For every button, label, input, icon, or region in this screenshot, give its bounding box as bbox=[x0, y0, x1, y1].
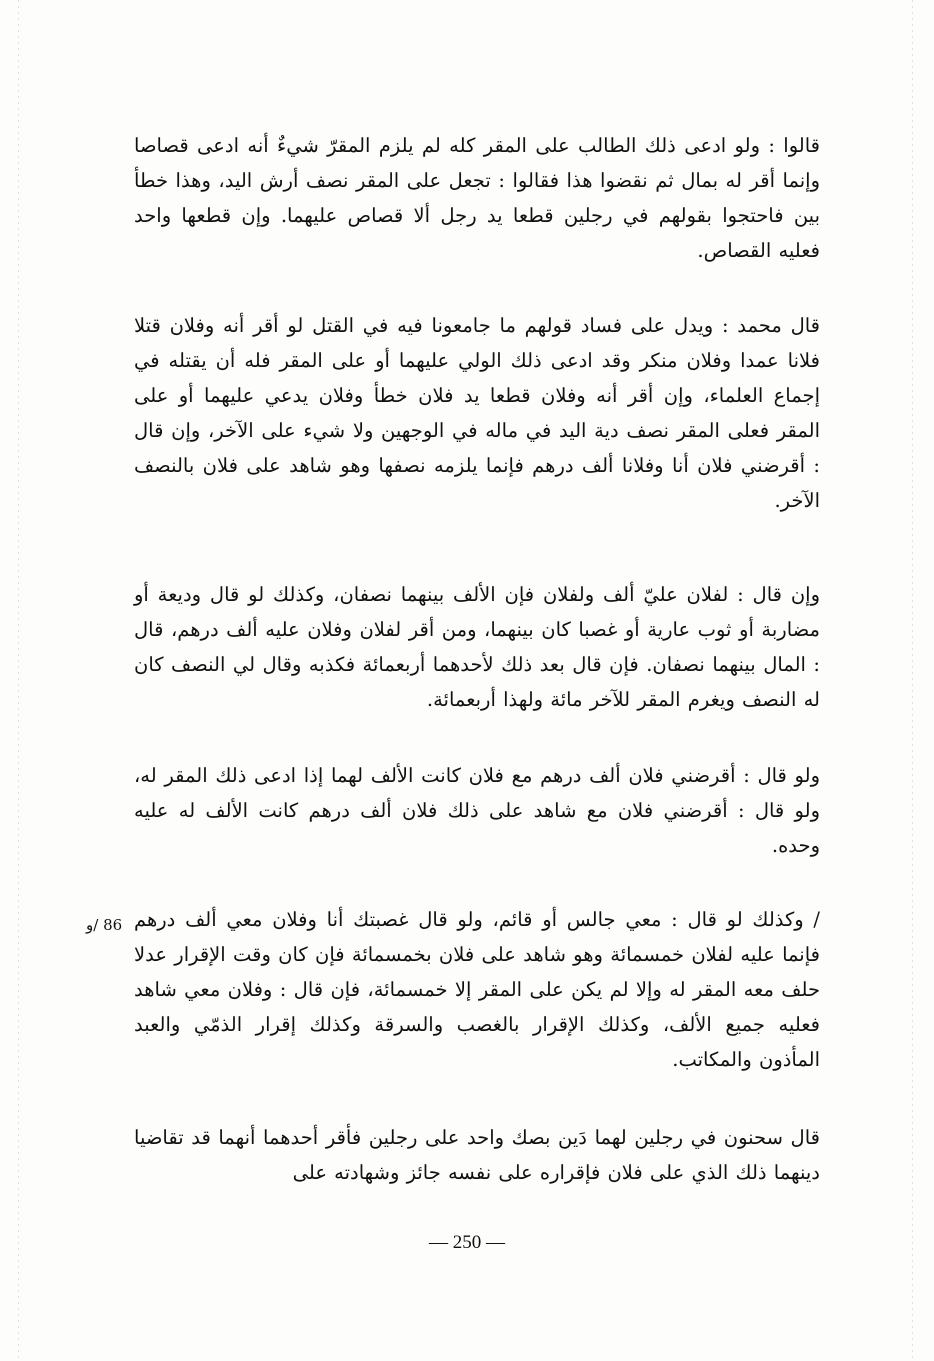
paragraph-text: وإن قال : لفلان عليّ ألف ولفلان فإن الألف بينهما نصفان، وكذلك لو قال وديعة أو مضاربة أو ثوب عارية أو غصبا كان بينهما، ومن أقر لفلان وفلان عليه ألف درهم، قال : المال بينهما نصفان. فإن قال بعد ذلك لأحدهما أربعمائة فكذبه وقال لي النصف كان له النصف ويغرم المقر للآخر مائة ولهذا أربعمائة. bbox=[134, 583, 820, 711]
paragraph-2 bbox=[134, 308, 820, 518]
paragraph-text: قالوا : ولو ادعى ذلك الطالب على المقر كله لم يلزم المقرّ شيءٌ أنه ادعى قصاصا وإنما أقر له بمال ثم نقضوا هذا فقالوا : تجعل على المقر نصف أرش اليد، وهذا خطأ بين فاحتجوا بقولهم في رجلين قطعا يد رجل ألا قصاص عليهما. وإن قطعها واحد فعليه القصاص. bbox=[134, 134, 820, 262]
paragraph-6 bbox=[134, 1120, 820, 1190]
folio-margin-note: 86 /و bbox=[86, 916, 123, 934]
paragraph-text: قال سحنون في رجلين لهما دَين بصك واحد على رجلين فأقر أحدهما أنهما قد تقاضيا دينهما ذلك الذي على فلان فإقراره على نفسه جائز وشهادته على bbox=[134, 1126, 820, 1184]
paragraph-5 bbox=[134, 902, 820, 1077]
page-number: — 250 — bbox=[429, 1232, 505, 1253]
paragraph-text: / وكذلك لو قال : معي جالس أو قائم، ولو قال غصبتك أنا وفلان معي ألف درهم فإنما عليه لفلان خمسمائة وهو شاهد على فلان بخمسمائة فإن كان وقت الإقرار عدلا حلف معه المقر له وإلا لم يكن على المقر إلا خمسمائة، فإن قال : وفلان معي شاهد فعليه جميع الألف، وكذلك الإقرار بالغصب والسرقة وكذلك إقرار الذمّي والعبد المأذون والمكاتب. bbox=[134, 908, 820, 1071]
scan-edge-right bbox=[912, 0, 913, 1361]
paragraph-4 bbox=[134, 758, 820, 863]
paragraph-text: قال محمد : ويدل على فساد قولهم ما جامعونا فيه في القتل لو أقر أنه وفلان قتلا فلانا عمدا وفلان منكر وقد ادعى ذلك الولي عليهما أو على المقر فله أن يقتله في إجماع العلماء، وإن أقر أنه وفلان قطعا يد فلان خطأ وفلان يدعي عليهما أو على المقر فعلى المقر نصف دية اليد في ماله في الوجهين ولا شيء على الآخر، وإن قال : أقرضني فلان أنا وفلانا ألف درهم فإنما يلزمه نصفها وهو شاهد على فلان بالنصف الآخر. bbox=[134, 314, 820, 512]
paragraph-text: ولو قال : أقرضني فلان ألف درهم مع فلان كانت الألف لهما إذا ادعى ذلك المقر له، ولو قال : أقرضني فلان مع شاهد على ذلك فلان ألف درهم كانت الألف له عليه وحده. bbox=[134, 764, 820, 857]
paragraph-3 bbox=[134, 577, 820, 717]
scan-edge-left bbox=[18, 0, 19, 1361]
paragraph-1 bbox=[134, 128, 820, 268]
